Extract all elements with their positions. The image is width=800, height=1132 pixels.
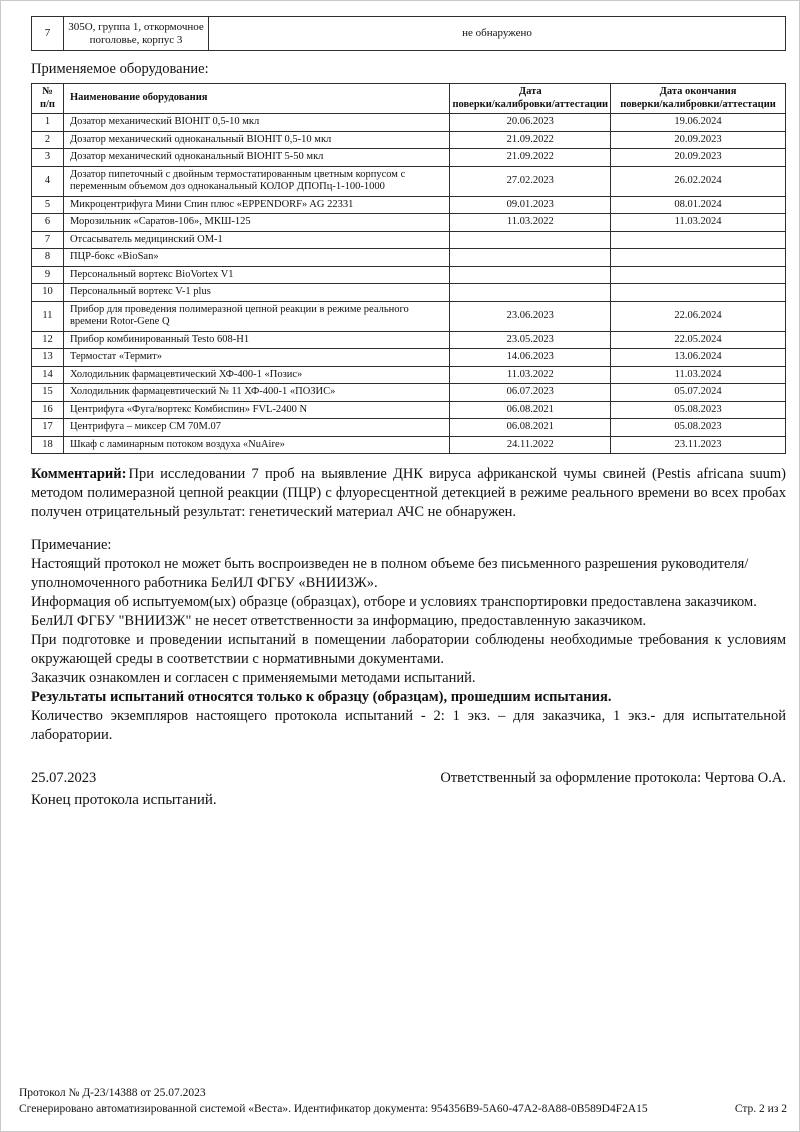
equipment-row-number: 2 — [32, 131, 64, 149]
calibration-end-date-cell: 08.01.2024 — [611, 196, 786, 214]
equipment-row-number: 1 — [32, 114, 64, 132]
equipment-row — [32, 231, 786, 249]
end-of-protocol-text: Конец протокола испытаний. — [31, 792, 217, 808]
sample-result-cell: не обнаружено — [209, 17, 786, 51]
calibration-date-cell: 21.09.2022 — [450, 131, 611, 149]
equipment-row-number: 17 — [32, 419, 64, 437]
note-line: БелИЛ ФГБУ "ВНИИЗЖ" не несет ответственности за информацию, предоставленную заказчиком. — [31, 613, 647, 629]
calibration-date-cell — [450, 266, 611, 284]
equipment-header-row — [32, 84, 786, 114]
equipment-row — [32, 249, 786, 267]
calibration-date-cell: 24.11.2022 — [450, 436, 611, 454]
equipment-row — [32, 284, 786, 302]
calibration-end-date-cell: 20.09.2023 — [611, 149, 786, 167]
equipment-row-number: 7 — [32, 231, 64, 249]
sample-description-cell: 305О, группа 1, откормочное поголовье, корпус 3 — [64, 17, 209, 51]
footer-second-line — [19, 1101, 787, 1117]
equipment-name-cell: Холодильник фармацевтический ХФ-400-1 «Позис» — [63, 366, 450, 384]
calibration-date-cell: 21.09.2022 — [450, 149, 611, 167]
sample-number-cell: 7 — [32, 17, 64, 51]
document-content — [31, 16, 786, 809]
equipment-name-cell: Центрифуга – миксер СМ 70М.07 — [63, 419, 450, 437]
sample-result-table — [31, 16, 786, 51]
equipment-row-number: 13 — [32, 349, 64, 367]
equipment-row-number: 4 — [32, 166, 64, 196]
calibration-end-date-cell: 26.02.2024 — [611, 166, 786, 196]
calibration-date-cell: 09.01.2023 — [450, 196, 611, 214]
equipment-row-number: 14 — [32, 366, 64, 384]
equipment-name-cell: Холодильник фармацевтический № 11 ХФ-400-1 «ПОЗИС» — [63, 384, 450, 402]
equipment-row — [32, 331, 786, 349]
comment-label: Комментарий: — [31, 466, 127, 482]
column-header-name: Наименование оборудования — [63, 84, 450, 114]
equipment-name-cell: Дозатор механический BIOHIT 0,5-10 мкл — [63, 114, 450, 132]
calibration-end-date-cell: 05.07.2024 — [611, 384, 786, 402]
calibration-date-cell — [450, 231, 611, 249]
equipment-row-number: 10 — [32, 284, 64, 302]
equipment-name-cell: Шкаф с ламинарным потоком воздуха «NuAire» — [63, 436, 450, 454]
calibration-end-date-cell: 11.03.2024 — [611, 214, 786, 232]
column-header-calibration-date: Дата поверки/калибровки/аттестации — [450, 84, 611, 114]
sample-result-row — [32, 17, 786, 51]
equipment-row — [32, 301, 786, 331]
note-line: Результаты испытаний относятся только к образцу (образцам), прошедшим испытания. — [31, 689, 612, 705]
equipment-name-cell: Персональный вортекс V-1 plus — [63, 284, 450, 302]
equipment-row — [32, 166, 786, 196]
equipment-row — [32, 419, 786, 437]
equipment-row-number: 16 — [32, 401, 64, 419]
equipment-row-number: 8 — [32, 249, 64, 267]
equipment-row — [32, 436, 786, 454]
calibration-end-date-cell — [611, 249, 786, 267]
equipment-row-number: 11 — [32, 301, 64, 331]
equipment-table-body — [32, 114, 786, 454]
calibration-date-cell: 14.06.2023 — [450, 349, 611, 367]
notes-section — [31, 536, 786, 745]
equipment-row-number: 5 — [32, 196, 64, 214]
footer-page-number: Стр. 2 из 2 — [734, 1103, 787, 1115]
note-line: Информация об испытуемом(ых) образце (образцах), отборе и условиях транспортировки предоставлена заказчиком. — [31, 594, 757, 610]
calibration-end-date-cell: 05.08.2023 — [611, 419, 786, 437]
calibration-date-cell: 23.06.2023 — [450, 301, 611, 331]
equipment-row-number: 12 — [32, 331, 64, 349]
equipment-name-cell: Центрифуга «Фуга/вортекс Комбиспин» FVL-2400 N — [63, 401, 450, 419]
calibration-date-cell: 11.03.2022 — [450, 366, 611, 384]
equipment-row-number: 3 — [32, 149, 64, 167]
calibration-date-cell — [450, 284, 611, 302]
equipment-row — [32, 131, 786, 149]
footer-generated-info: Сгенерировано автоматизированной системой «Веста». Идентификатор документа: 954356B9-5A60-47A2-8A88-0B589D4F2A15 — [19, 1103, 648, 1115]
equipment-row — [32, 401, 786, 419]
calibration-end-date-cell — [611, 231, 786, 249]
equipment-row — [32, 214, 786, 232]
page-footer — [19, 1085, 787, 1117]
equipment-name-cell: Прибор для проведения полимеразной цепной реакции в режиме реального времени Rotor-Gene Q — [63, 301, 450, 331]
calibration-date-cell: 23.05.2023 — [450, 331, 611, 349]
calibration-end-date-cell: 19.06.2024 — [611, 114, 786, 132]
signoff-row — [31, 769, 786, 788]
note-line: Количество экземпляров настоящего протокола испытаний - 2: 1 экз. – для заказчика, 1 экз.- для испытательной лаборатории. — [31, 708, 786, 743]
note-line: Настоящий протокол не может быть воспроизведен не в полном объеме без письменного разрешения руководителя/уполномоченного работника БелИЛ ФГБУ «ВНИИЗЖ». — [31, 556, 749, 591]
equipment-name-cell: Дозатор механический одноканальный BIOHIT 0,5-10 мкл — [63, 131, 450, 149]
signoff-responsible: Ответственный за оформление протокола: Чертова О.А. — [440, 770, 786, 786]
calibration-date-cell: 06.08.2021 — [450, 401, 611, 419]
calibration-end-date-cell: 11.03.2024 — [611, 366, 786, 384]
equipment-name-cell: ПЦР-бокс «BioSan» — [63, 249, 450, 267]
calibration-date-cell: 06.08.2021 — [450, 419, 611, 437]
calibration-date-cell — [450, 249, 611, 267]
column-header-number: № п/п — [32, 84, 64, 114]
equipment-row — [32, 349, 786, 367]
equipment-table — [31, 83, 786, 454]
column-header-calibration-end-date: Дата окончания поверки/калибровки/аттестации — [611, 84, 786, 114]
equipment-name-cell: Термостат «Термит» — [63, 349, 450, 367]
calibration-end-date-cell — [611, 266, 786, 284]
equipment-row — [32, 149, 786, 167]
calibration-end-date-cell: 22.06.2024 — [611, 301, 786, 331]
equipment-name-cell: Персональный вортекс BioVortex V1 — [63, 266, 450, 284]
calibration-date-cell: 11.03.2022 — [450, 214, 611, 232]
equipment-name-cell: Микроцентрифуга Мини Спин плюс «EPPENDORF» AG 22331 — [63, 196, 450, 214]
equipment-name-cell: Прибор комбинированный Testo 608-H1 — [63, 331, 450, 349]
calibration-end-date-cell: 22.05.2024 — [611, 331, 786, 349]
equipment-row-number: 9 — [32, 266, 64, 284]
note-line: Примечание: — [31, 537, 112, 553]
comment-text: При исследовании 7 проб на выявление ДНК вируса африканской чумы свиней (Pestis africana suum) методом полимеразной цепной реакции (ПЦР) с флуоресцентной детекцией в режиме реального времени во всех пробах получен отрицательный результат: генетический материал АЧС не обнаружен. — [31, 466, 786, 520]
note-line: Заказчик ознакомлен и согласен с применяемыми методами испытаний. — [31, 670, 476, 686]
equipment-name-cell: Морозильник «Саратов-106», МКШ-125 — [63, 214, 450, 232]
footer-protocol-number: Протокол № Д-23/14388 от 25.07.2023 — [19, 1087, 206, 1099]
comment-paragraph — [31, 465, 786, 522]
note-line: При подготовке и проведении испытаний в помещении лаборатории соблюдены необходимые требования к условиям окружающей среды в соответствии с нормативными документами. — [31, 632, 786, 667]
calibration-end-date-cell: 13.06.2024 — [611, 349, 786, 367]
equipment-row-number: 18 — [32, 436, 64, 454]
equipment-row — [32, 266, 786, 284]
equipment-row — [32, 196, 786, 214]
equipment-name-cell: Отсасыватель медицинский ОМ-1 — [63, 231, 450, 249]
calibration-end-date-cell: 23.11.2023 — [611, 436, 786, 454]
equipment-row-number: 15 — [32, 384, 64, 402]
equipment-row — [32, 366, 786, 384]
equipment-row — [32, 384, 786, 402]
equipment-name-cell: Дозатор пипеточный с двойным термостатированным цветным корпусом с переменным объемом доз одноканальный КОЛОР ДПОПц-1-100-1000 — [63, 166, 450, 196]
calibration-end-date-cell — [611, 284, 786, 302]
equipment-name-cell: Дозатор механический одноканальный BIOHIT 5-50 мкл — [63, 149, 450, 167]
equipment-row — [32, 114, 786, 132]
calibration-date-cell: 27.02.2023 — [450, 166, 611, 196]
calibration-date-cell: 06.07.2023 — [450, 384, 611, 402]
equipment-heading: Применяемое оборудование: — [31, 61, 209, 77]
signoff-date: 25.07.2023 — [31, 770, 97, 786]
calibration-end-date-cell: 05.08.2023 — [611, 401, 786, 419]
calibration-end-date-cell: 20.09.2023 — [611, 131, 786, 149]
calibration-date-cell: 20.06.2023 — [450, 114, 611, 132]
equipment-row-number: 6 — [32, 214, 64, 232]
